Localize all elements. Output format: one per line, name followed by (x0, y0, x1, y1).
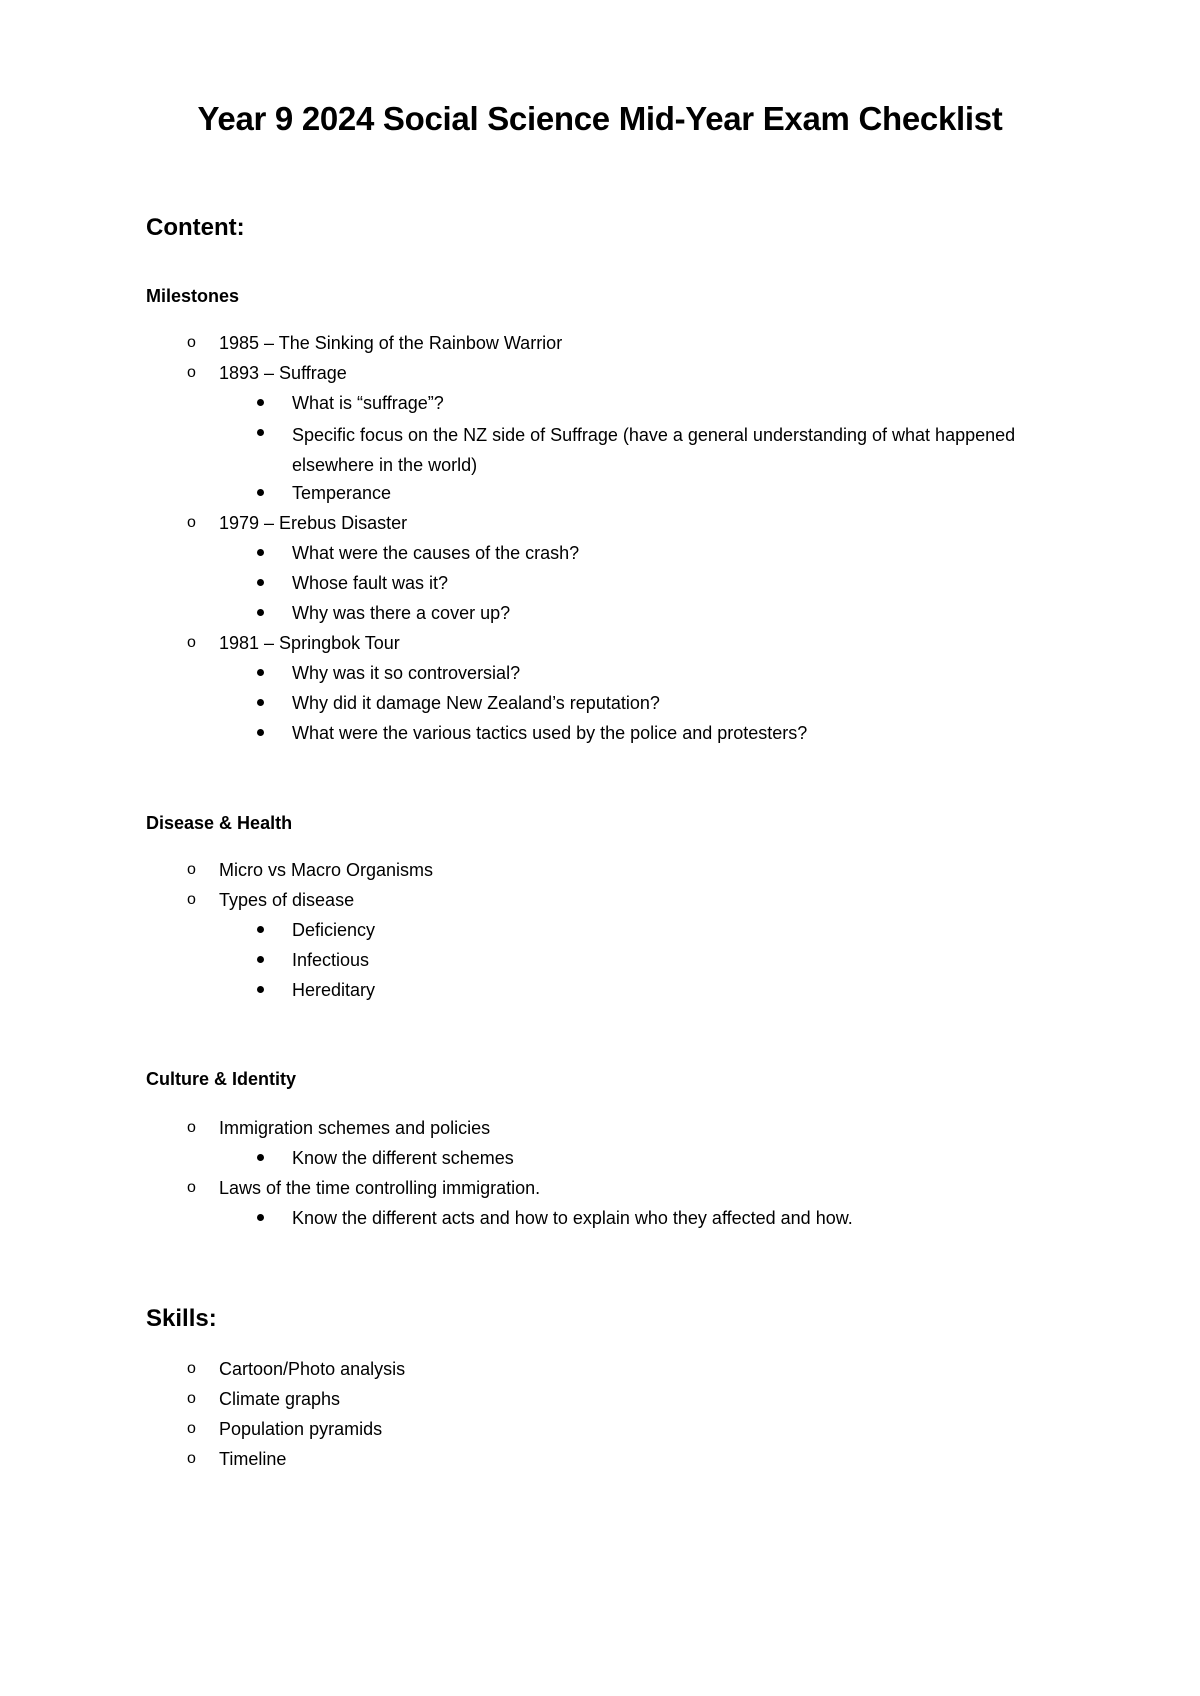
sub-list-item-text: Know the different schemes (292, 1148, 514, 1168)
list-item-text: 1893 – Suffrage (219, 363, 347, 383)
list-item (187, 887, 354, 913)
list-item-text: Timeline (219, 1449, 287, 1469)
circle-bullet-icon: o (187, 334, 196, 351)
list-item-text: 1979 – Erebus Disaster (219, 513, 408, 533)
list-item (187, 510, 407, 536)
list-item (187, 1416, 382, 1442)
bullet-dot-icon (257, 699, 264, 706)
sub-list-item (255, 947, 369, 973)
sub-list-item (255, 570, 448, 596)
sub-list-item (255, 917, 375, 943)
circle-bullet-icon: o (187, 1420, 196, 1437)
list-item-text: Immigration schemes and policies (219, 1118, 491, 1138)
list-item (187, 1356, 405, 1382)
sub-list-item-text: What were the causes of the crash? (292, 543, 580, 563)
bullet-dot-icon (257, 1214, 264, 1221)
bullet-dot-icon (257, 729, 264, 736)
circle-bullet-icon: o (187, 634, 196, 651)
sub-list-item-text: Deficiency (292, 920, 376, 940)
sub-list-item-text: What were the various tactics used by the police and protesters? (292, 723, 808, 743)
list-item (187, 630, 400, 656)
bullet-dot-icon (257, 1154, 264, 1161)
bullet-dot-icon (257, 986, 264, 993)
list-item (187, 1175, 540, 1201)
sub-list-item (255, 540, 579, 566)
sub-list-item (255, 600, 510, 626)
circle-bullet-icon: o (187, 514, 196, 531)
circle-bullet-icon: o (187, 861, 196, 878)
document-title: Year 9 2024 Social Science Mid-Year Exam Checklist (197, 100, 1003, 137)
list-item (187, 1386, 340, 1412)
list-item-text: Micro vs Macro Organisms (219, 860, 434, 880)
list-item (187, 1446, 286, 1472)
sub-list-item-text: Know the different acts and how to explain who they affected and how. (292, 1208, 853, 1228)
list-item (187, 330, 562, 356)
list-item-text: Population pyramids (219, 1419, 383, 1439)
bullet-dot-icon (257, 489, 264, 496)
bullet-dot-icon (257, 669, 264, 676)
circle-bullet-icon: o (187, 1179, 196, 1196)
disease-heading: Disease & Health (146, 813, 293, 833)
sub-list-item (255, 660, 520, 686)
list-item-text: Laws of the time controlling immigration. (219, 1178, 541, 1198)
list-item-text: 1981 – Springbok Tour (219, 633, 400, 653)
bullet-dot-icon (257, 609, 264, 616)
sub-list-item (255, 480, 391, 506)
sub-list-item (255, 977, 375, 1003)
sub-list-item (255, 420, 1042, 480)
sub-list-item-text: Temperance (292, 483, 392, 503)
sub-list-item (255, 690, 660, 716)
circle-bullet-icon: o (187, 891, 196, 908)
circle-bullet-icon: o (187, 1360, 196, 1377)
circle-bullet-icon: o (187, 364, 196, 381)
sub-list-item (255, 720, 807, 746)
list-item-text: Cartoon/Photo analysis (219, 1359, 406, 1379)
circle-bullet-icon: o (187, 1450, 196, 1467)
list-item-text: Climate graphs (219, 1389, 341, 1409)
sub-list-item-text: Why was there a cover up? (292, 603, 511, 623)
bullet-dot-icon (257, 926, 264, 933)
list-item (187, 360, 347, 386)
sub-list-item-text: Specific focus on the NZ side of Suffrage (have a general understanding of what happened elsewhere in the world) (292, 425, 1016, 475)
bullet-dot-icon (257, 956, 264, 963)
bullet-dot-icon (257, 429, 264, 436)
sub-list-item-text: Infectious (292, 950, 370, 970)
list-item-text: Types of disease (219, 890, 355, 910)
list-item (187, 1115, 490, 1141)
sub-list-item-text: Why was it so controversial? (292, 663, 521, 683)
sub-list-item (255, 390, 444, 416)
bullet-dot-icon (257, 579, 264, 586)
circle-bullet-icon: o (187, 1390, 196, 1407)
sub-list-item-text: Whose fault was it? (292, 573, 449, 593)
list-item (187, 857, 433, 883)
sub-list-item-text: Why did it damage New Zealand’s reputation? (292, 693, 660, 713)
bullet-dot-icon (257, 549, 264, 556)
sub-list-item (255, 1205, 853, 1231)
bullet-dot-icon (257, 399, 264, 406)
sub-list-item-text: What is “suffrage”? (292, 393, 444, 413)
list-item-text: 1985 – The Sinking of the Rainbow Warrior (219, 333, 563, 353)
culture-heading: Culture & Identity (146, 1069, 297, 1089)
milestones-heading: Milestones (146, 286, 240, 306)
sub-list-item-text: Hereditary (292, 980, 376, 1000)
skills-heading: Skills: (146, 1305, 217, 1332)
sub-list-item (255, 1145, 514, 1171)
content-heading: Content: (146, 214, 245, 241)
circle-bullet-icon: o (187, 1119, 196, 1136)
